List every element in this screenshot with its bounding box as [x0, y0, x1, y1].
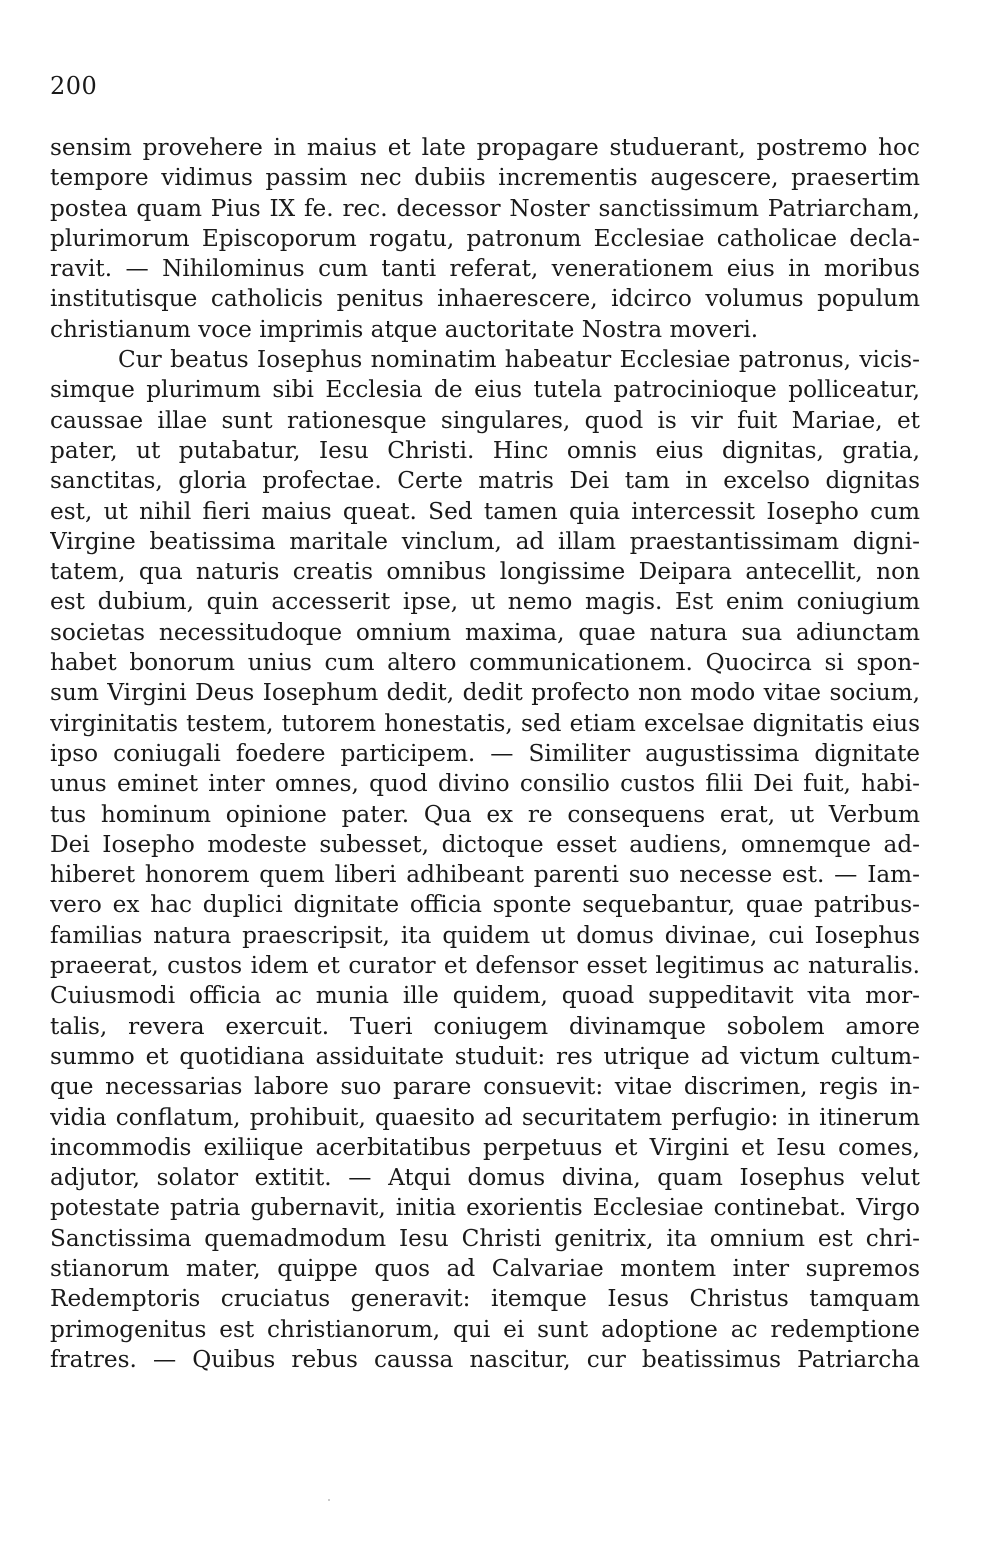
text-line: fratres. — Quibus rebus caussa nascitur, cur beatissimus Patriarcha	[50, 1345, 920, 1373]
text-line: Redemptoris cruciatus generavit: itemque Iesus Christus tamquam	[50, 1285, 920, 1313]
text-line: adjutor, solator extitit. — Atqui domus divina, quam Iosephus velut	[50, 1164, 920, 1192]
text-line: pater, ut putabatur, Iesu Christi. Hinc omnis eius dignitas, gratia,	[50, 436, 920, 464]
body-text	[50, 133, 920, 1375]
text-line: est, ut nihil fieri maius queat. Sed tamen quia intercessit Iosepho cum	[50, 497, 920, 525]
text-line: sum Virgini Deus Iosephum dedit, dedit profecto non modo vitae socium,	[50, 679, 920, 707]
text-line: Cur beatus Iosephus nominatim habeatur Ecclesiae patronus, vicis-	[118, 346, 920, 374]
text-line: Virgine beatissima maritale vinclum, ad illam praestantissimam digni-	[50, 527, 920, 555]
text-line: incommodis exiliique acerbitatibus perpetuus et Virgini et Iesu comes,	[50, 1133, 920, 1161]
text-line: societas necessitudoque omnium maxima, quae natura sua adiunctam	[50, 618, 920, 646]
page-number: 200	[50, 72, 98, 100]
text-line: vidia conflatum, prohibuit, quaesito ad securitatem perfugio: in itinerum	[50, 1103, 920, 1131]
text-line: christianum voce imprimis atque auctoritate Nostra moveri.	[50, 315, 759, 343]
text-line: stianorum mater, quippe quos ad Calvariae montem inter supremos	[50, 1254, 920, 1282]
text-line: sanctitas, gloria profectae. Certe matris Dei tam in excelso dignitas	[50, 467, 920, 495]
text-line: sensim provehere in maius et late propagare studuerant, postremo hoc	[50, 134, 920, 161]
text-line: est dubium, quin accesserit ipse, ut nemo magis. Est enim coniugium	[50, 588, 920, 616]
text-line: Dei Iosepho modeste subesset, dictoque esset audiens, omnemque ad-	[50, 830, 920, 858]
text-line: que necessarias labore suo parare consuevit: vitae discrimen, regis in-	[50, 1073, 920, 1101]
text-line: Cuiusmodi officia ac munia ille quidem, quoad suppeditavit vita mor-	[50, 982, 920, 1010]
text-line: simque plurimum sibi Ecclesia de eius tutela patrocinioque polliceatur,	[50, 376, 920, 404]
text-line: institutisque catholicis penitus inhaerescere, idcirco volumus populum	[50, 285, 920, 313]
text-line: potestate patria gubernavit, initia exorientis Ecclesiae continebat. Virgo	[50, 1194, 920, 1222]
text-line: caussae illae sunt rationesque singulares, quod is vir fuit Mariae, et	[50, 406, 920, 434]
text-line: tempore vidimus passim nec dubiis incrementis augescere, praesertim	[50, 164, 920, 192]
text-line: tus hominum opinione pater. Qua ex re consequens erat, ut Verbum	[50, 800, 920, 828]
text-line: talis, revera exercuit. Tueri coniugem divinamque sobolem amore	[50, 1012, 920, 1040]
text-line: summo et quotidiana assiduitate studuit: res utrique ad victum cultum-	[50, 1042, 920, 1070]
text-line: familias natura praescripsit, ita quidem ut domus divinae, cui Iosephus	[50, 921, 920, 949]
page-speck	[328, 1499, 330, 1501]
text-line: vero ex hac duplici dignitate officia sponte sequebantur, quae patribus-	[50, 891, 920, 919]
text-line: virginitatis testem, tutorem honestatis, sed etiam excelsae dignitatis eius	[50, 709, 920, 737]
text-line: plurimorum Episcoporum rogatu, patronum Ecclesiae catholicae decla-	[50, 224, 920, 252]
text-line: postea quam Pius IX fe. rec. decessor Noster sanctissimum Patriarcham,	[50, 194, 920, 222]
text-line: habet bonorum unius cum altero communicationem. Quocirca si spon-	[50, 649, 920, 677]
text-line: hiberet honorem quem liberi adhibeant parenti suo necesse est. — Iam-	[50, 861, 920, 889]
text-line: ravit. — Nihilominus cum tanti referat, venerationem eius in moribus	[50, 255, 920, 283]
text-line: Sanctissima quemadmodum Iesu Christi genitrix, ita omnium est chri-	[50, 1224, 920, 1252]
text-line: ipso coniugali foedere participem. — Similiter augustissima dignitate	[50, 739, 920, 767]
text-line: unus eminet inter omnes, quod divino consilio custos filii Dei fuit, habi-	[50, 770, 920, 798]
text-line: praeerat, custos idem et curator et defensor esset legitimus ac naturalis.	[50, 952, 920, 980]
text-line: tatem, qua naturis creatis omnibus longissime Deipara antecellit, non	[50, 558, 920, 586]
text-line: primogenitus est christianorum, qui ei sunt adoptione ac redemptione	[50, 1315, 920, 1343]
